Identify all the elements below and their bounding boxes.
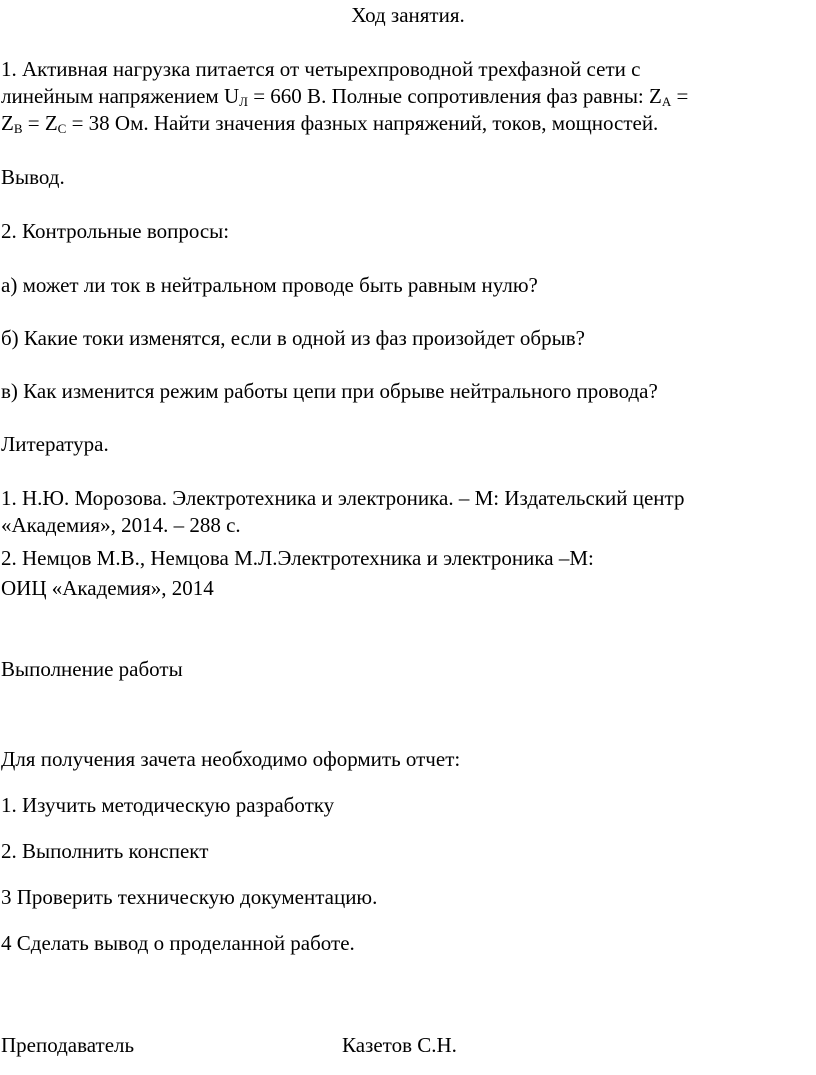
phase-b-subscript: B	[13, 121, 23, 136]
task1-line2-text-a: линейным напряжением U	[1, 84, 240, 108]
teacher-name: Казетов С.Н.	[342, 1033, 457, 1057]
question-item: в) Как изменится режим работы цепи при обрыве нейтрального провода?	[1, 379, 658, 403]
report-heading: Для получения зачета необходимо оформить отчет:	[1, 747, 461, 771]
literature-line: 2. Немцов М.В., Немцова М.Л.Электротехника и электроника –М:	[1, 546, 594, 570]
report-item: 3 Проверить техническую документацию.	[1, 885, 378, 909]
phase-c-subscript: C	[57, 121, 67, 136]
conclusion-heading: Вывод.	[1, 165, 65, 189]
task1-line2	[1, 83, 688, 110]
report-item: 2. Выполнить конспект	[1, 839, 209, 863]
teacher-role: Преподаватель	[1, 1033, 135, 1057]
literature-heading: Литература.	[1, 432, 109, 456]
task1-line2-text-b: = 660 В. Полные сопротивления фаз равны: Z	[247, 84, 662, 108]
task1-line3-text-a: Z	[1, 111, 14, 135]
questions-heading: 2. Контрольные вопросы:	[1, 219, 230, 243]
literature-line: 1. Н.Ю. Морозова. Электротехника и электроника. – М: Издательский центр	[1, 486, 685, 510]
phase-a-subscript: A	[661, 94, 672, 109]
task1-line3-text-b: = Z	[22, 111, 58, 135]
question-item: а) может ли ток в нейтральном проводе быть равным нулю?	[1, 273, 538, 297]
work-heading: Выполнение работы	[1, 657, 183, 681]
question-item: б) Какие токи изменятся, если в одной из фаз произойдет обрыв?	[1, 326, 585, 350]
line-voltage-subscript: Л	[239, 94, 248, 109]
literature-line: ОИЦ «Академия», 2014	[1, 576, 214, 600]
report-item: 4 Сделать вывод о проделанной работе.	[1, 931, 355, 955]
task1-line1: 1. Активная нагрузка питается от четырехпроводной трехфазной сети с	[1, 57, 641, 81]
page-title: Ход занятия.	[351, 3, 465, 27]
task1-line3-text-c: = 38 Ом. Найти значения фазных напряжений, токов, мощностей.	[66, 111, 659, 135]
literature-line: «Академия», 2014. – 288 с.	[1, 513, 241, 537]
task1-line3	[1, 110, 658, 137]
task1-line2-text-c: =	[671, 84, 689, 108]
report-item: 1. Изучить методическую разработку	[1, 793, 335, 817]
